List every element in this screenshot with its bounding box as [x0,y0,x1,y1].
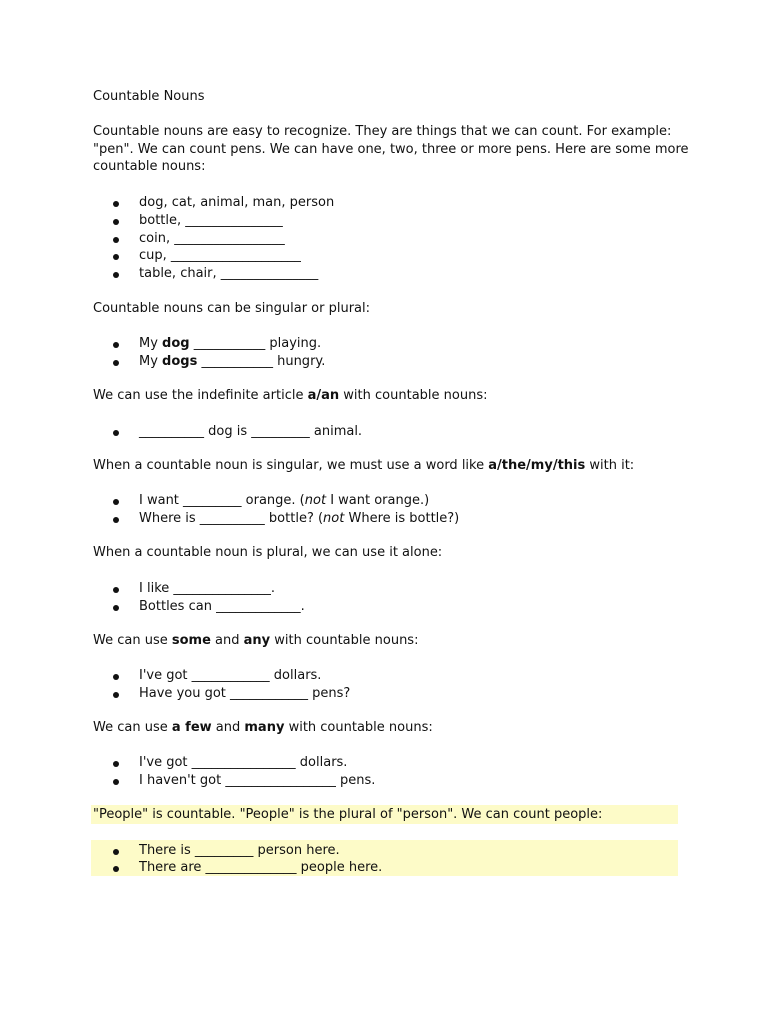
bullet [113,692,119,698]
bullet [113,237,119,243]
section-heading: "People" is countable. "People" is the plural of "person". We can count people: [93,807,603,822]
bullet [113,779,119,785]
bullet [113,342,119,348]
bullet [113,219,119,225]
section-heading: When a countable noun is singular, we must use a word like a/the/my/this with it: [93,458,635,473]
list-item: dog, cat, animal, man, person [139,195,335,210]
bullet [113,517,119,523]
bullet [113,360,119,366]
list-item: I want _________ orange. (not I want orange.) [139,493,430,508]
list-item: Have you got ____________ pens? [139,686,351,701]
bullet [113,587,119,593]
bullet [113,272,119,278]
list-item: I've got ____________ dollars. [139,668,322,683]
section-heading: We can use a few and many with countable nouns: [93,720,433,735]
list-item: Bottles can _____________. [139,599,305,614]
bullet [113,849,119,855]
list-item: table, chair, _______________ [139,266,319,281]
bullet [113,201,119,207]
list-item: There is _________ person here. [139,843,340,858]
section-heading: We can use some and any with countable nouns: [93,633,419,648]
page-title: Countable Nouns [93,89,205,104]
list-item: I've got ________________ dollars. [139,755,348,770]
intro-line-3: countable nouns: [93,159,206,174]
list-item: coin, _________________ [139,231,285,246]
list-item: __________ dog is _________ animal. [139,424,363,439]
intro-line-2: "pen". We can count pens. We can have one, two, three or more pens. Here are some more [93,142,689,157]
bullet [113,866,119,872]
section-heading: When a countable noun is plural, we can use it alone: [93,545,443,560]
intro-line-1: Countable nouns are easy to recognize. They are things that we can count. For example: [93,124,672,139]
list-item: My dog ___________ playing. [139,336,322,351]
bullet [113,430,119,436]
list-item: There are ______________ people here. [139,860,383,875]
list-item: My dogs ___________ hungry. [139,354,326,369]
section-heading: We can use the indefinite article a/an with countable nouns: [93,388,488,403]
list-item: Where is __________ bottle? (not Where is bottle?) [139,511,460,526]
list-item: I like _______________. [139,581,276,596]
bullet [113,499,119,505]
bullet [113,761,119,767]
section-heading: Countable nouns can be singular or plural: [93,301,371,316]
list-item: cup, ____________________ [139,248,301,263]
bullet [113,674,119,680]
bullet [113,254,119,260]
list-item: I haven't got _________________ pens. [139,773,376,788]
list-item: bottle, _______________ [139,213,283,228]
bullet [113,605,119,611]
